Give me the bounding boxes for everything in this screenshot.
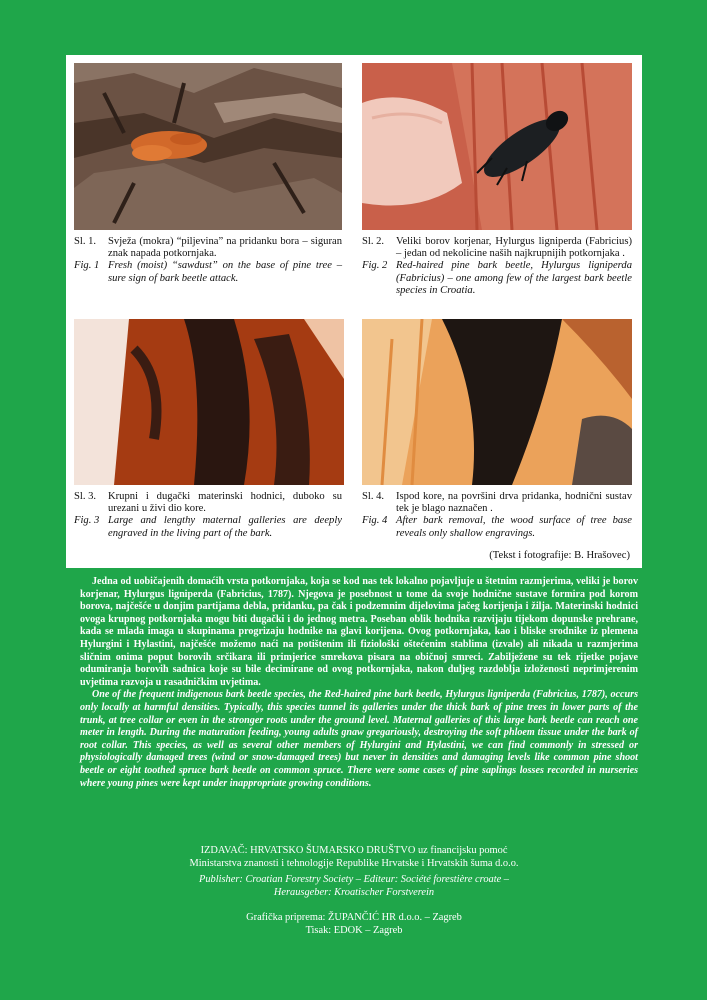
caption-label-en: Fig. 2 <box>362 260 388 272</box>
caption-label-en: Fig. 1 <box>74 260 100 272</box>
photo-bark-sawdust <box>74 63 342 230</box>
caption-text-en: Fresh (moist) “sawdust” on the base of pine tree – sure sign of bark beetle attack. <box>108 260 342 284</box>
caption-fig-3 <box>74 491 342 540</box>
print-line: Tisak: EDOK – Zagreb <box>305 924 403 936</box>
caption-label-hr: Sl. 2. <box>362 236 385 247</box>
photo-maternal-galleries <box>74 319 344 485</box>
publisher-info <box>66 845 642 899</box>
caption-text-en: After bark removal, the wood surface of tree base reveals only shallow engravings. <box>396 515 632 539</box>
caption-text-hr: Svježa (mokra) “piljevina” na pridanku bora – siguran znak napada potkornjaka. <box>108 236 342 260</box>
photo-beetle <box>362 63 632 230</box>
caption-fig-2 <box>362 236 632 297</box>
caption-text-hr: Ispod kore, na površini drva pridanka, hodnični sustav tek je blago naznačen . <box>396 491 632 515</box>
caption-text-en: Red-haired pine bark beetle, Hylurgus ligniperda (Fabricius) – one among few of the largest bark beetle species in Croatia. <box>396 260 632 296</box>
caption-label-hr: Sl. 1. <box>74 236 97 247</box>
caption-label-hr: Sl. 3. <box>74 491 97 502</box>
publisher-de: Herausgeber: Kroatischer Forstverein <box>273 886 435 898</box>
photo-wood-surface <box>362 319 632 485</box>
caption-text-hr: Veliki borov korjenar, Hylurgus ligniperda (Fabricius) – jedan od nekolicine naših najkrupnijih potkornjaka . <box>396 236 632 260</box>
publisher-hr: IZDAVAČ: HRVATSKO ŠUMARSKO DRUŠTVO uz financijsku pomoć <box>200 845 508 856</box>
photo-credit: (Tekst i fotografije: B. Hrašovec) <box>489 550 630 561</box>
caption-label-hr: Sl. 4. <box>362 491 385 502</box>
paragraph-english: One of the frequent indigenous bark beetle species, the Red-haired pine bark beetle, Hylurgus ligniperda (Fabricius, 1787), occurs only locally at harmful densities. Typically, this species tunnel its galleries under the thick bark of pine trees in lower parts of the trunk, at tree collar or even in the stronger roots under the ground level. Maternal galleries of this large bark beetle can reach one meter in length. During the maturation feeding, young adults gnaw gregariously, destroying the soft phloem tissue under the bark of root collar. This species, as well as several other members of Hylurgini and Hylastini, we can find commonly in stressed or physiologically damaged trees (wind or snow-damaged trees) but never in densities and damaging levels like common pine shoot beetle or eight toothed spruce bark beetle on common spruce. There were some cases of pine saplings losses recorded in nurseries where young pines were kept under inappropriate growing conditions. <box>80 689 638 789</box>
article-body <box>80 576 638 790</box>
caption-fig-4 <box>362 491 632 540</box>
caption-text-en: Large and lengthy maternal galleries are deeply engraved in the living part of the bark. <box>108 515 342 539</box>
figure-panel <box>66 55 642 568</box>
prepress-line: Grafička priprema: ŽUPANČIĆ HR d.o.o. – Zagreb <box>246 912 462 923</box>
caption-fig-1 <box>74 236 342 285</box>
publisher-en: Publisher: Croatian Forestry Society – Editeur: Société forestière croate – <box>198 874 509 886</box>
ministry-line: Ministarstva znanosti i tehnologije Republike Hrvatske i Hrvatskih šuma d.o.o. <box>189 857 519 869</box>
caption-label-en: Fig. 4 <box>362 515 388 527</box>
paragraph-croatian: Jedna od uobičajenih domaćih vrsta potkornjaka, koja se kod nas tek lokalno pojavljuje u štetnim razmjerima, veliki je borov korjenar, Hylurgus ligniperda (Fabricius, 1787). Njegova je posebnost u tome da svoje hodnične sustave formira pod korom borova, najčešće u donjim partijama debla, pridanku, pa čak i podzemnim dijelovima jačeg korijenja i žilja. Materinski hodnici ovoga krupnog potkornjaka mogu biti dugački i do jednog metra. Poseban oblik hodnika razvijaju tijekom dopunske prehrane, kada se mlada imaga u skupinama progrizaju hodnike na glavi korijena. Ovog potkornjaka, kao i bliske srodnike iz plemena Hylurgini i Hylastini, najčešće možemo naći na potištenim ili fiziološki oštećenim stablima (izvale) ali nikada u razmjerima sličnim onima poput borovih srčikara ili primjerice smrekova pisara na običnoj smreci. Zabilježene su tek rijetke pojave odumiranja borovih sadnica koje su bile decimirane od ovog potkornjaka, nakon duljeg razdoblja izloženosti neprimjerenim uvjetima razvoja u rasadničkim uvjetima. <box>80 576 638 688</box>
caption-text-hr: Krupni i dugački materinski hodnici, duboko su urezani u živi dio kore. <box>108 491 342 515</box>
print-info <box>66 912 642 937</box>
caption-label-en: Fig. 3 <box>74 515 100 527</box>
